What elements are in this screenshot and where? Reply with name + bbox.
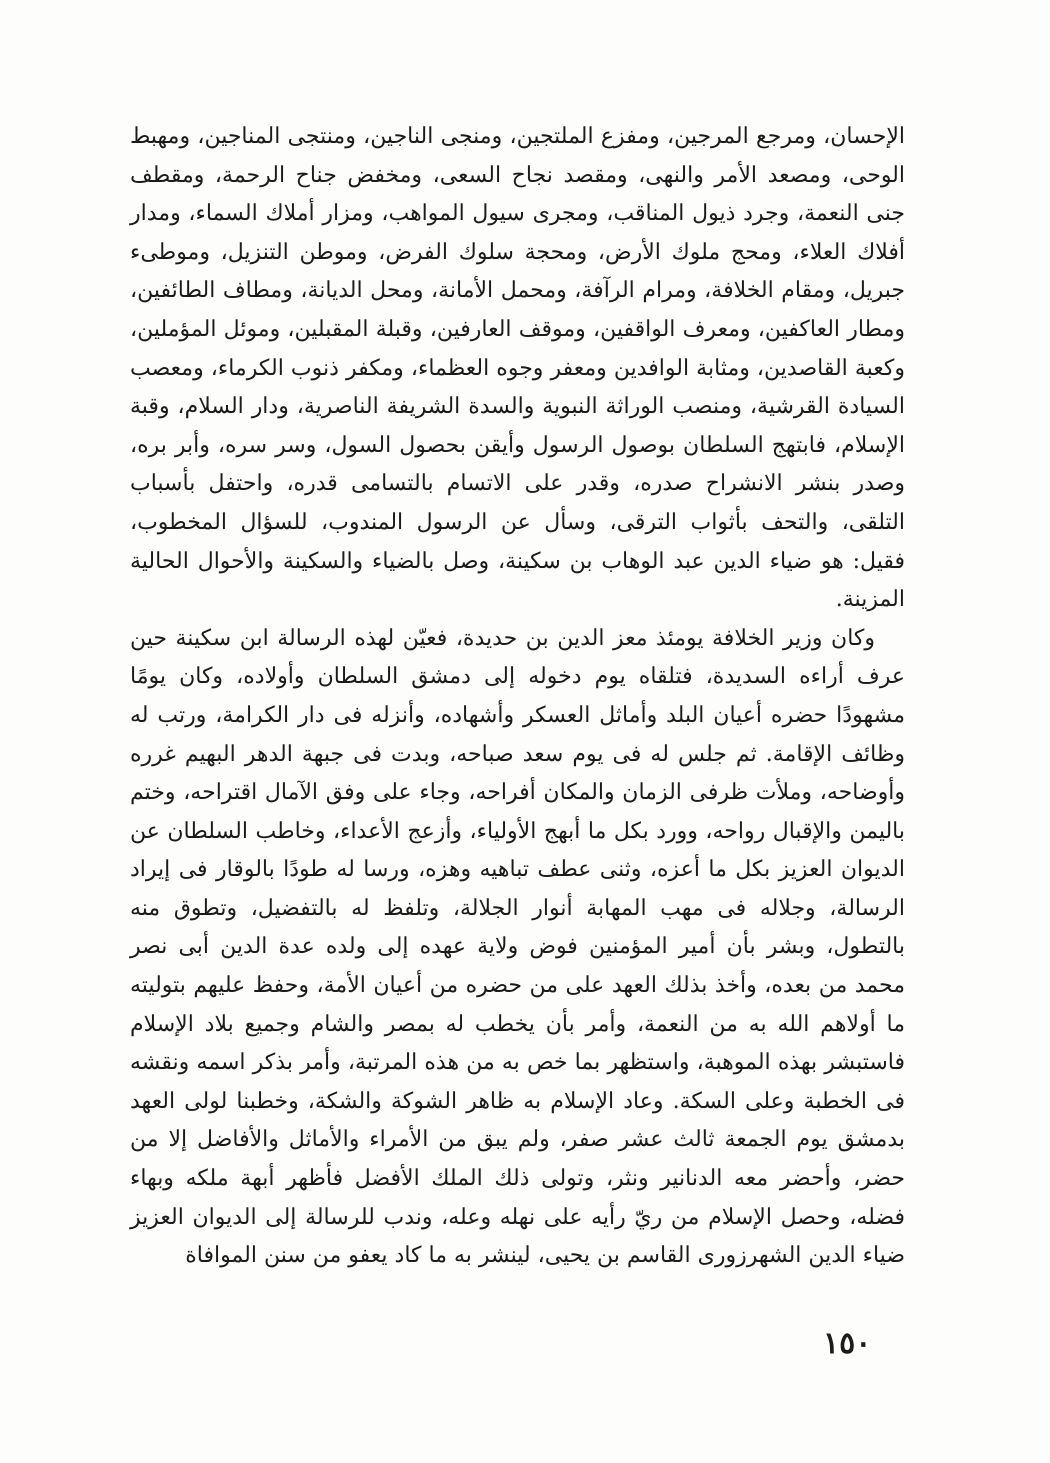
paragraph-1: الإحسان، ومرجع المرجين، ومفزع الملتجين، ومنجى الناجين، ومنتجى المناجين، ومهبط الوحى، ومصعد الأمر والنهى، ومقصد نجاح السعى، ومخفض جناح الرحمة، ومقطف جنى النعمة، وجرد ذيول المناقب، ومجرى سيول المواهب، ومزار أملاك السماء، ومدار أفلاك العلاء، ومحج ملوك الأرض، ومحجة سلوك الفرض، وموطن التنزيل، وموطىء جبريل، ومقام الخلافة، ومرام الرآفة، ومحمل الأمانة، ومحل الديانة، ومطاف الطائفين، ومطار العاكفين، ومعرف الواقفين، وموقف العارفين، وقبلة المقبلين، وموئل المؤملين، وكعبة القاصدين، ومثابة الوافدين ومعفر وجوه العظماء، ومكفر ذنوب الكرماء، ومعصب السيادة القرشية، ومنصب الوراثة النبوية والسدة الشريفة الناصرية، ودار السلام، وقبة الإسلام، فابتهج السلطان بوصول الرسول وأيقن بحصول السول، وسر سره، وأبر بره، وصدر بنشر الانشراح صدره، وقدر على الاتسام بالتسامى قدره، واحتفل بأسباب التلقى، والتحف بأثواب الترقى، وسأل عن الرسول المندوب، للسؤال المخطوب، فقيل: هو ضياء الدين عبد الوهاب بن سكينة، وصل بالضياء والسكينة والأحوال الحالية المزينة. bbox=[130, 124, 905, 613]
body-text bbox=[130, 118, 905, 1276]
page-number: ١٥٠ bbox=[823, 1326, 872, 1361]
paragraph-2: وكان وزير الخلافة يومئذ معز الدين بن حديدة، فعيّن لهذه الرسالة ابن سكينة حين عرف أراءه السديدة، فتلقاه يوم دخوله إلى دمشق السلطان وأولاده، وكان يومًا مشهودًا حضره أعيان البلد وأماثل العسكر وأشهاده، وأنزله فى دار الكرامة، ورتب له وظائف الإقامة. ثم جلس له فى يوم سعد صباحه، وبدت فى جبهة الدهر البهيم غرره وأوضاحه، وملأت ظرفى الزمان والمكان أفراحه، وجاء على وفق الآمال اقتراحه، وختم باليمن والإقبال رواحه، وورد بكل ما أبهج الأولياء، وأزعج الأعداء، وخاطب السلطان عن الديوان العزيز بكل ما أعزه، وثنى عطف تباهيه وهزه، ورسا له طودًا بالوقار فى إيراد الرسالة، وجلاله فى مهب المهابة أنوار الجلالة، وتلفظ له بالتفضيل، وتطوق منه بالتطول، وبشر بأن أمير المؤمنين فوض ولاية عهده إلى ولده عدة الدين أبى نصر محمد من بعده، وأخذ بذلك العهد على من حضره من أعيان الأمة، وحفظ عليهم بتوليته ما أولاهم الله به من النعمة، وأمر بأن يخطب له بمصر والشام وجميع بلاد الإسلام فاستبشر بهذه الموهبة، واستظهر بما خص به من هذه المرتبة، وأمر بذكر اسمه ونقشه فى الخطبة وعلى السكة. وعاد الإسلام به ظاهر الشوكة والشكة، وخطبنا لولى العهد بدمشق يوم الجمعة ثالث عشر صفر، ولم يبق من الأمراء والأماثل والأفاضل إلا من حضر، وأحضر معه الدنانير ونثر، وتولى ذلك الملك الأفضل فأظهر أبهة ملكه وبهاء فضله، وحصل الإسلام من ريّ رأيه على نهله وعله، وندب للرسالة إلى الديوان العزيز ضياء الدين الشهرزورى القاسم بن يحيى، لينشر به ما كاد يعفو من سنن الموافاة bbox=[130, 625, 905, 1269]
